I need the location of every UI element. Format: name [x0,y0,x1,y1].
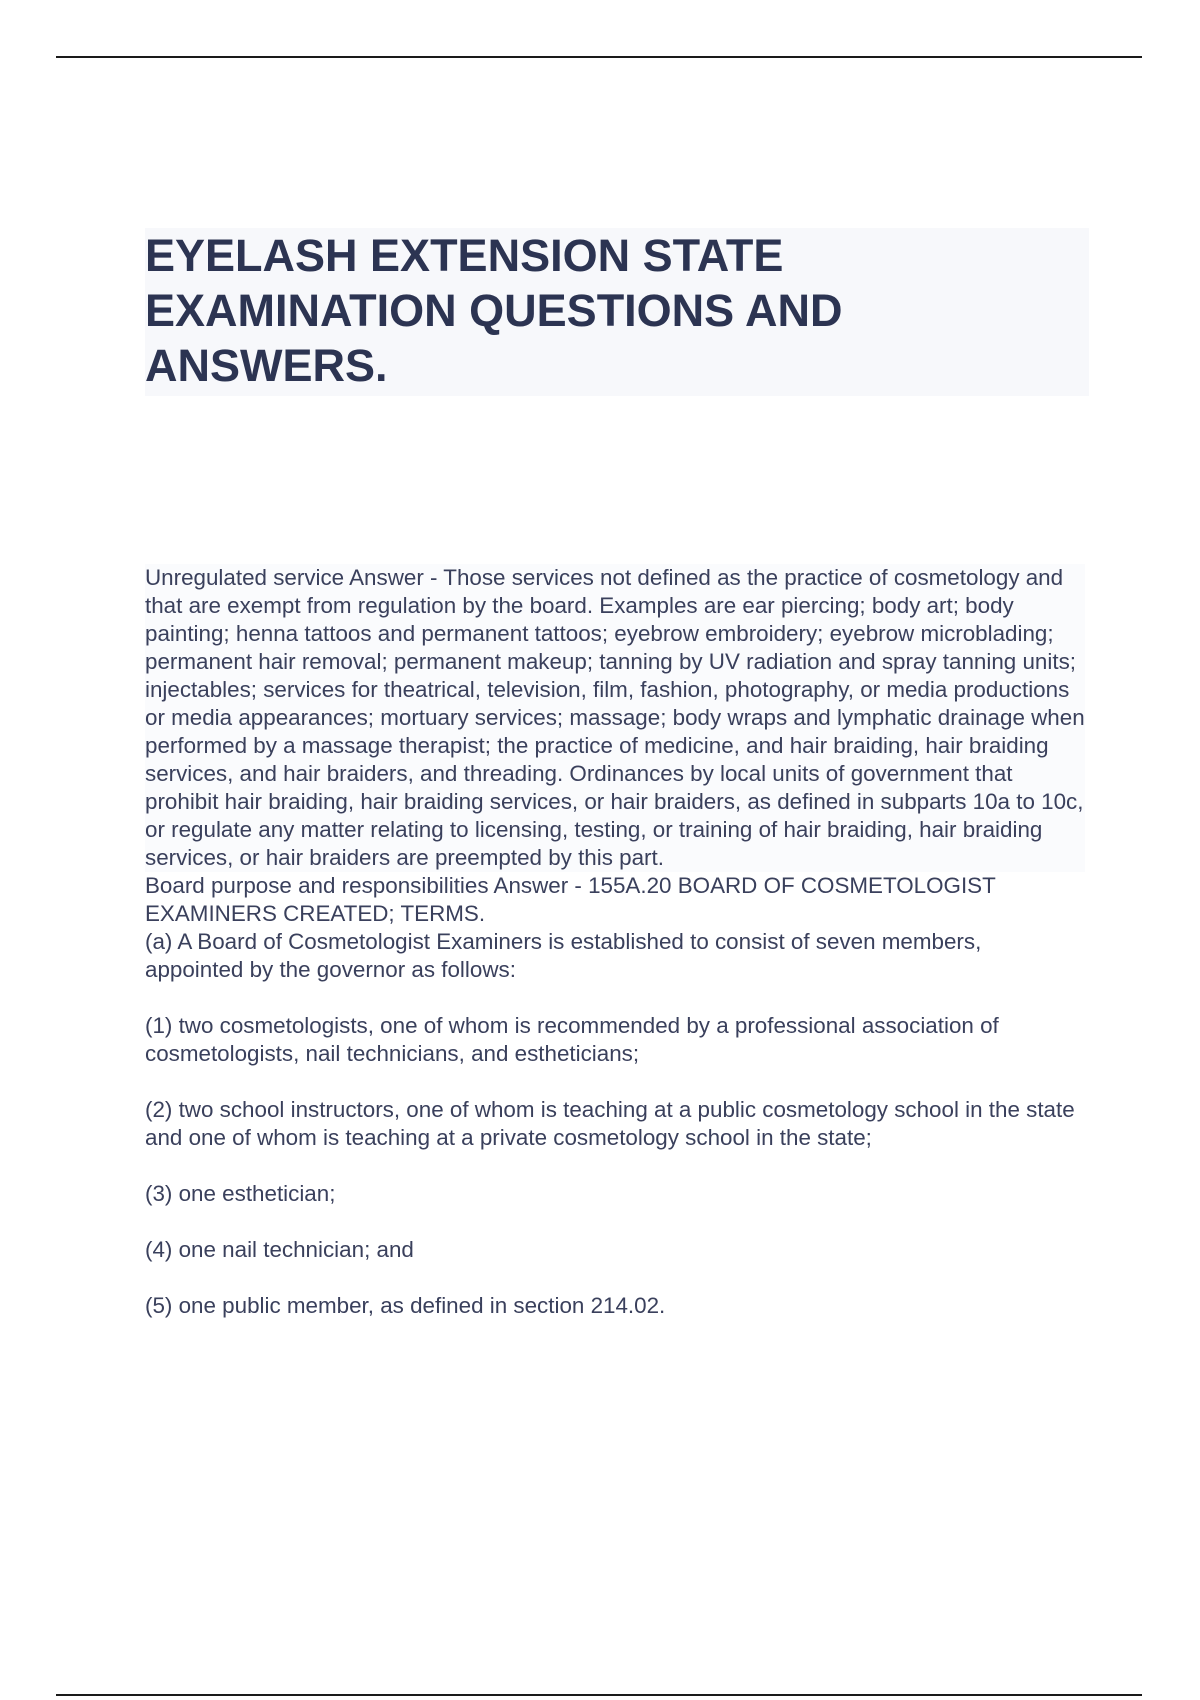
question-line: EXAMINERS CREATED; TERMS. [145,901,486,926]
top-divider [56,56,1142,58]
list-item: (1) two cosmetologists, one of whom is recommended by a professional association of cosmetologists, nail technicians, and estheticians; [145,1013,999,1066]
list-item: (5) one public member, as defined in section 214.02. [145,1293,666,1318]
answer-intro: (a) A Board of Cosmetologist Examiners is established to consist of seven members, appointed by the governor as follows: [145,929,982,982]
list-item: (4) one nail technician; and [145,1237,414,1262]
qa-entry-board-purpose [145,872,1085,1320]
bottom-divider [56,1694,1142,1696]
document-body [145,564,1085,1320]
list-item: (2) two school instructors, one of whom is teaching at a public cosmetology school in the state and one of whom is teaching at a private cosmetology school in the state; [145,1097,1075,1150]
list-item: (3) one esthetician; [145,1181,336,1206]
question-line: Board purpose and responsibilities Answer - 155A.20 BOARD OF COSMETOLOGIST [145,873,996,898]
title-block [145,228,1089,396]
qa-entry-unregulated-service: Unregulated service Answer - Those services not defined as the practice of cosmetology and that are exempt from regulation by the board. Examples are ear piercing; body art; body painting; henna tattoos and permanent tattoos; eyebrow embroidery; eyebrow microblading; permanent hair removal; permanent makeup; tanning by UV radiation and spray tanning units; injectables; services for theatrical, television, film, fashion, photography, or media productions or media appearances; mortuary services; massage; body wraps and lymphatic drainage when performed by a massage therapist; the practice of medicine, and hair braiding, hair braiding services, and hair braiders, and threading. Ordinances by local units of government that prohibit hair braiding, hair braiding services, or hair braiders, as defined in subparts 10a to 10c, or regulate any matter relating to licensing, testing, or training of hair braiding, hair braiding services, or hair braiders are preempted by this part. [145,565,1085,870]
document-title: EYELASH EXTENSION STATE EXAMINATION QUESTIONS AND ANSWERS. [145,230,843,391]
